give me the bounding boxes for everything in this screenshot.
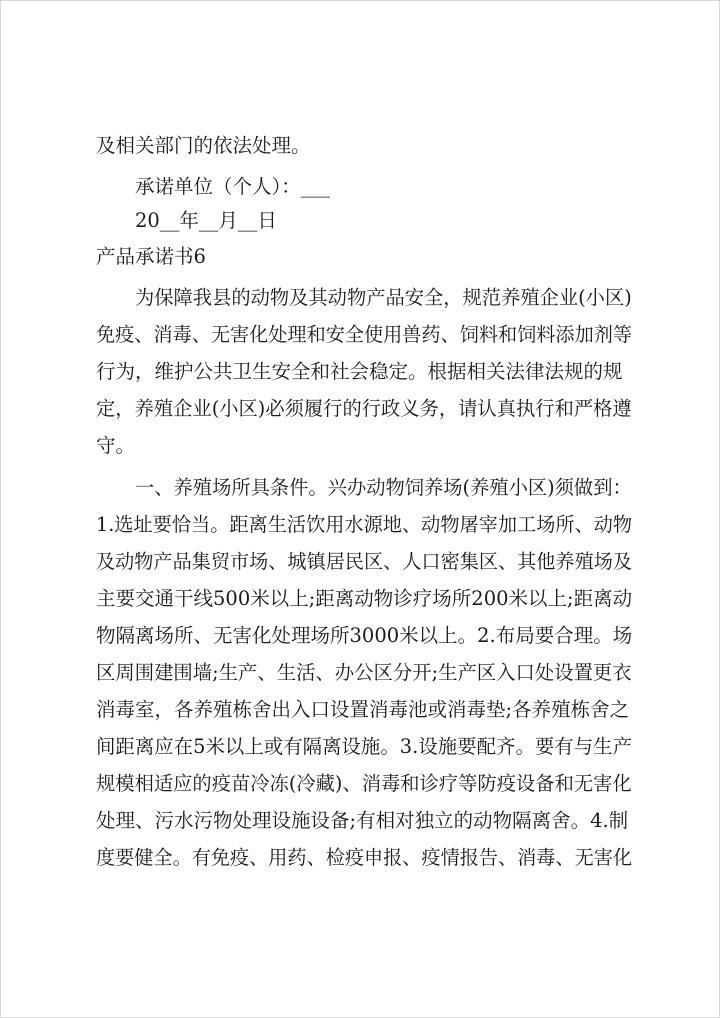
paragraph-line: 行为，维护公共卫生安全和社会稳定。根据相关法律法规的规: [96, 360, 623, 383]
paragraph-line: 1.选址要恰当。距离生活饮用水源地、动物屠宰加工场所、动物: [96, 513, 633, 536]
section-title: 产品承诺书6: [96, 245, 206, 268]
text-line-1: 及相关部门的依法处理。: [96, 134, 311, 157]
date-line: 20__年__月__日: [135, 209, 277, 232]
signature-line: 承诺单位（个人）：___: [135, 175, 331, 198]
paragraph-line: 物隔离场所、无害化处理场所3000米以上。2.布局要合理。场: [96, 624, 633, 647]
paragraph-line: 规模相适应的疫苗冷冻(冷藏)、消毒和诊疗等防疫设备和无害化: [96, 772, 632, 795]
paragraph-line: 免疫、消毒、无害化处理和安全使用兽药、饲料和饲料添加剂等: [96, 323, 633, 346]
paragraph-line: 守。: [96, 434, 136, 457]
paragraph-line: 定，养殖企业(小区)必须履行的行政义务，请认真执行和严格遵: [96, 397, 632, 420]
paragraph-line: 度要健全。有免疫、用药、检疫申报、疫情报告、消毒、无害化: [96, 846, 633, 869]
paragraph-line: 为保障我县的动物及其动物产品安全，规范养殖企业(小区): [135, 286, 632, 309]
paragraph-line: 处理、污水污物处理设施设备;有相对独立的动物隔离舍。4.制: [96, 809, 629, 832]
paragraph-line: 区周围建围墙;生产、生活、办公区分开;生产区入口处设置更衣: [96, 661, 632, 684]
paragraph-line: 主要交通干线500米以上;距离动物诊疗场所200米以上;距离动: [96, 587, 633, 610]
paragraph-line: 间距离应在5米以上或有隔离设施。3.设施要配齐。要有与生产: [96, 735, 633, 758]
paragraph-line: 消毒室，各养殖栋舍出入口设置消毒池或消毒垫;各养殖栋舍之: [96, 698, 630, 721]
paragraph-line: 及动物产品集贸市场、城镇居民区、人口密集区、其他养殖场及: [96, 550, 633, 573]
paragraph-line: 一、养殖场所具条件。兴办动物饲养场(养殖小区)须做到：: [135, 476, 632, 499]
